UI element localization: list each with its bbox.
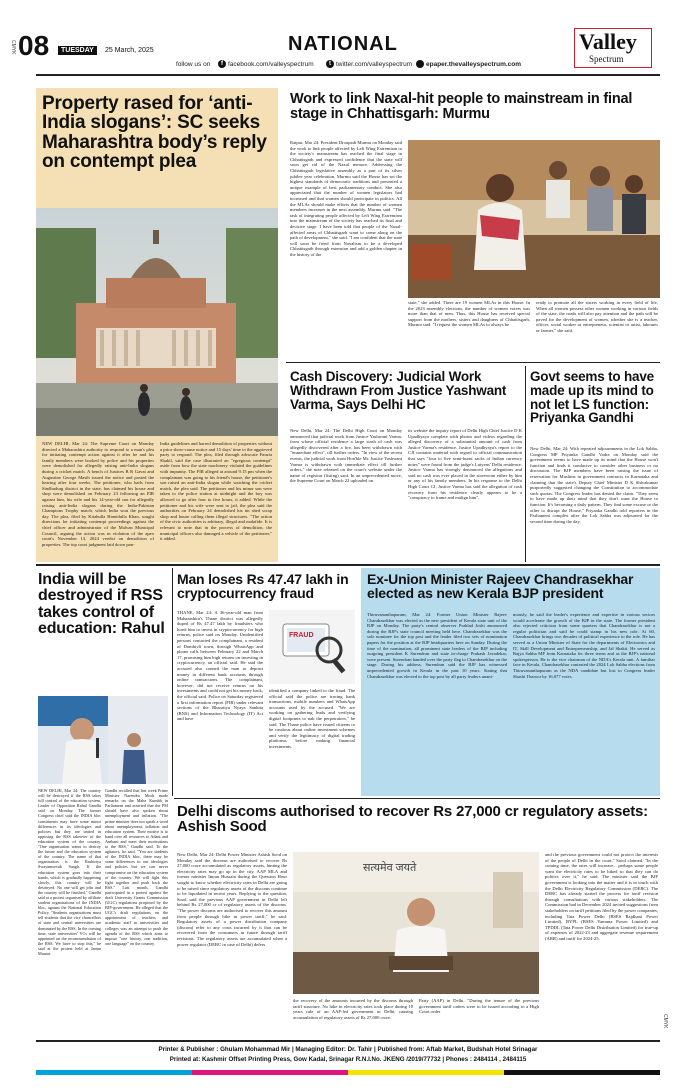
kerala-headline: Ex-Union Minister Rajeev Chandrasekhar elected as new Kerala BJP president [367,571,634,602]
sc-body-col2: India guidelines and barred demolition of properties without a prior show-cause notice and 15 days' time to the aggrieved party to respond. The plea, filed through advocate Fauzia Shakil, said the case illustrated an "egregious contempt" aside from how the state machinery violated the guidelines with impunity. The FIR alleged at around 9.15 pm when the complainant was going to his friend's house, the petitioner's son raised an anti-India slogan while watching the cricket match, the plea said. The petitioner and his minor son were taken to the police station at midnight and the boy was allowed to go after four to five hours, it added. While the petitioner and his wife were sent to jail, the plea said the authorities on February 24 demolished his tin shed scrap shop and house calling them illegal structures. "The action of the civic authorities is arbitrary, illegal and malafide. It is relevant to note that in the process of demolition, the municipal officers also damaged a vehicle of the petitioner," it added. [160,441,272,542]
sc-article [36,88,278,562]
rahul-illustration [38,696,168,784]
swatch-cyan [36,1070,192,1075]
cash-body-col2: its website the inquiry report of Delhi High Chief Justice D K Upadhyaya complete with photos and videos regarding the alleged discovery of a substantial amount of cash from Justice Varma's residence. Justice Upadhyaya's report to the CJI contains material with regard to official communication that says "four to five semi-burnt sacks of Indian currency notes" were found from the judge's Lutyens' Delhi residence. Justice Varma has strongly denounced the allegations and said no cash was ever placed in the storeroom either by him or any of his family members. In his response to the Delhi High Court CJ, Justice Varma has said the allegation of cash recovery from his residence clearly appears to be a "conspiracy to frame and malign him". [408,428,522,501]
footer-side-label: CMYK [662,1014,668,1029]
lower-rule [174,798,660,799]
delhi-body-col2: the recovery of the amounts incurred by the discoms through tariff structure. No hike in electricity rates took place during 10 years rule of an AAP-led government in Delhi, causing accumulation of regulatory assets of Rs 27,000 crore. [293,998,413,1020]
delhi-body-col3: Party (AAP) in Delhi. "During the tenure of the previous government tariff orders were to be issued according to a High Court order [419,998,539,1015]
follow-label: follow us on [176,61,211,68]
govt-body: New Delhi, Mar 24: With repeated adjournments in the Lok Sabha, Congress MP Priyanka Gandhi Vadra on Monday said the government seems to have made up its mind that the House won't function and finds it conducive to consider other business or no discussion. The BJP members have been raising the issue of reservation for Muslims in government contracts in Karnataka and claiming that the state's Deputy Chief Minister D K Shivakumar purportedly suggested changing the Constitution to accommodate such quotas. The Congress leader has denied the claim. "They seem to have made up their mind that they don't want the House to function. It's becoming a daily pattern. They find some excuse or the other to disrupt the House," Priyanka Gandhi told reporters in the Parliament complex after the Lok Sabha was adjourned for the second time during the day. [530,446,658,524]
facebook-icon: f [218,60,226,68]
delhi-body-col4: and the previous government could not protect the interests of the people of Delhi in the court," Sood claimed. "In the coming time, the rates will increase... perhaps some people want the electricity rates to be hiked so that they can do politics over it," he said. The minister said the BJP government is looking into the matter and it is in touch with the Delhi Electricity Regulatory Commission (DERC). The DERC has already started the process for tariff revision through consultations with various stakeholders. The Commission had in December 2024 invited suggestions from stakeholders on tariff petitions filed by the power companies, including Tata Power Delhi (BSES Rajdhani Power Limited), BYPL (BSES Yamuna Power Limited) and TPDDL (Tata Power Delhi Distribution Limited) for true-up of expenses of 2022-23 and aggregate revenue requirement (ARR) and tariff for 2024-25. [545,852,658,941]
rss-headline: India will be destroyed if RSS takes control of education: Rahul [38,571,165,637]
delhi-headline: Delhi discoms authorised to recover Rs 27,000 cr regulatory assets: Ashish Sood [177,803,648,836]
swatch-magenta [192,1070,348,1075]
twitter-link[interactable]: twitter.com/valleyspectrum [336,61,413,68]
side-label: CMYK [10,40,16,55]
day-label: TUESDAY [58,46,97,55]
facebook-link[interactable]: facebook.com/valleyspectrum [228,61,314,68]
govt-headline: Govt seems to have made up its mind to not let LS function: Priyanka Gandhi [530,369,654,426]
epaper-icon [416,60,424,68]
twitter-icon: t [326,60,334,68]
fraud-illustration [269,610,355,684]
section-title: NATIONAL [288,33,398,55]
cash-body-col1: New Delhi, Mar 24: The Delhi High Court on Monday announced that judicial work from Justice Yashwant Varma, from whose official residence a large stash of cash was allegedly discovered after a fire, has been withdrawn with "immediate effect", till further orders. "In view of the recent events, the judicial work from Hon'ble Mr. Justice Yashwant Varma is withdrawn with immediate effect till further orders," the note released on the court's website under the name of registrar (listing) said. In an unprecedented move, the Supreme Court on March 22 uploaded on [290,428,402,484]
rss-divider [172,568,173,796]
emblem-banner-text: सत्यमेव जयते [363,862,417,874]
cash-top-rule [286,362,660,363]
supreme-court-illustration [36,208,278,436]
naxal-body-col3: ready to promote all the sisters working in every field of life. When all women possess other women working in various fields of the state, the roads will also pay attention and the path will be paved for the development of women, whether she is a teacher, officer, social worker or entrepreneur, scientist or artist, labourer or farmer," she said. [536,300,658,333]
header-rule [36,74,660,76]
delhi-body-col1: New Delhi, Mar 24: Delhi Power Minister Ashish Sood on Monday said the discoms are authorised to recover Rs 27,000 crore accumulated as regulatory assets, hinting the electricity rates may go up in the city. AAP MLA and former minister Imran Hussain during the Question Hour sought to know whether electricity rates in Delhi are going to be raised since regulatory assets of the discoms continue to be liquidated in recent years. Replying to the question, Sood said the previous AAP government in Delhi left behind Rs 27,000 cr of regulatory assets of the discoms. "The power discoms are authorised to recover this amount from people through hike in power tariff," he said. Regulatory assets of a power distribution company (discom) refer to any costs incurred by it that can be recovered from the consumers in future through tariff revisions. The regulatory assets are accumulated when a power regulator (DERC in case of Delhi) defers [177,852,287,947]
footer-line1: Printer & Publisher : Ghulam Mohammad Mir | Managing Editor: Dr. Tahir | Published from: Aftab Market, Budshah Hotel Srinagar [158,1046,538,1053]
murmu-photo [408,140,660,298]
rss-article [36,568,170,1038]
naxal-body-col1: Raipur, Mar 24: President Droupadi Murmu on Monday said the work to link people affected by Left Wing Extremism to the society's mainstream has reached the final stage in Chhattisgarh and expressed confidence that the state will soon get rid of the Naxal menace. Addressing the Chhattisgarh legislative assembly as a part of its silver jubilee year celebration, Murmu said the House has set the highest standards of democratic traditions and presented a unique example of best parliamentary conduct. She also appreciated that the number of women legislators had increased and that women should participate in politics. All the MLAs should make efforts that the number of women members increases in the next assembly, Murmu said. "The task of integrating people affected by Left Wing Extremism into the mainstream of the society has reached its final and decisive stage. I have been told that people of the Naxal-affected areas of Chhattisgarh want to come along on the path of development," she said. "I am confident that the state will soon be freed from Naxalism to be a developed Chhattisgarh through extension and add a golden chapter in the history of the [290,140,402,257]
rahul-photo [38,696,168,784]
naxal-body-col2: state," she added. There are 19 women MLAs in this House. In the 2023 assembly elections, the number of women voters was more than that of men. Thus, this House has received special support from the mothers, sisters and daughters of Chhattisgarh, Murmu said. "I request the women MLAs to always be [408,300,530,328]
kerala-article [361,568,660,796]
govt-divider [525,366,526,562]
fraud-label: FRAUD [289,632,314,639]
swatch-yellow [348,1070,504,1075]
naxal-article [286,88,660,360]
crypto-article [175,568,357,796]
fraud-graphic [269,610,355,684]
rss-body-col1: NEW DELHI, Mar 24: The country will be destroyed if the RSS takes full control of the education system, Leader of Opposition Rahul Gandhi said on Monday. The former Congress chief said the INDIA bloc constituents may have some minor differences in its ideologies and policies but they are united in opposing the RSS takeover of the education system of the country. "One organisation wants to destroy the future and the education system of the country. The name of that organisation is the Rashtriya Swayamsevak Sangh. If the education system goes into their hands, which is gradually happening slowly, this country will be destroyed. No one will get jobs and the country will be finished," Gandhi said at a protest organised by affiliate student organisations of the INDIA bloc, against the National Education Policy. "Students organisations must tell students that the vice chancellors of state and central universities are dominated by the RSS. In the coming time, state universities' VCs will be appointed on the recommendation of the RSS. We have to stop this," he said at the protest held at Jantar Mantar. [38,788,101,956]
color-registration-bar [36,1070,660,1075]
kerala-body-col1: Thiruvananthapuram, Mar 24: Former Union Minister Rajeev Chandrasekhar was elected as the new president of Kerala state unit of the BJP on Monday. The party's central observer Prahlad Joshi announced during the BJP's state council meeting held here. Chandrasekhar was the sole nominee for the top post and the leader filed two sets of nomination papers for the position at the BJP headquarters here on Sunday. During the time of the nomination, all prominent state leaders of the BJP including outgoing president K Surendran and state in-charge Prakash Javadekar, were present. Surendran handed over the party flag to Chandrasekhar on the stage. During his address, Surendran said the BJP has witnessed unprecedented growth in Kerala in the past 10 years. Stating that Chandrasekhar was elected to the top post by all party leaders unani- [367,612,507,679]
crypto-headline: Man loses Rs 47.47 lakh in cryptocurrency fraud [177,571,349,602]
govt-article [528,366,660,562]
brand-logo [574,28,652,68]
crypto-body-col2: identified a company linked to the fraud. The official said the police are tracing bank transactions, mobile numbers and WhatsApp accounts used by the accused. "We are working on gathering leads and verifying digital footprints to nab the perpetrators," he said. The Thane police have issued citizens to be cautious about online investment schemes and verify the legitimacy of digital trading platforms before making financial investments. [269,688,355,749]
naxal-headline: Work to link Naxal-hit people to mainstream in final stage in Chhattisgarh: Murmu [290,91,633,122]
date-label: 25 March, 2025 [105,47,154,54]
cash-article [286,366,524,562]
sc-body-col1: NEW DELHI, Mar 24: The Supreme Court on Monday directed a Maharashtra authority to respond to a man's plea for initiating contempt action against it after he and his family members were booked by police and his properties were demolished for allegedly raising anti-India slogans during a cricket match. A bench of Justices B R Gavai and Augustine George Masih issued the notice and posted the hearing after four weeks. The petitioner, who hails from Sindhudurg district in the state, has claimed his house and shop were demolished on February 23 following an FIR against him, his wife and his 14-year-old son for allegedly raising anti-India slogans during the India-Pakistan Champions Trophy match, which India won the previous day. The plea, filed by Kitabulla Hamidulla Khan, sought directions for initiating contempt proceedings against the chief officer and administrator of the Malvan Municipal Council, arguing the action was in violation of the apex court's November 13, 2024 verdict on demolition of properties. The top court judgment laid down pan- [42,441,154,547]
murmu-illustration [408,140,660,298]
brand-bottom: Spectrum [589,54,624,64]
page-header [0,0,680,78]
sc-headline: Property rased for ‘anti-India slogans’: SC seeks Maharashtra body’s reply on contempt plea [42,93,267,173]
rss-body-col2: Gandhi recalled that last week Prime Minister Narendra Modi made remarks on the Maha Kumbh in Parliament and asserted that the PM should have also spoken about unemployment and inflation. "The prime minister does not speak a word about unemployment, inflation and education system. Their motive is to hand over all resources to Adani and Ambani and meet their motivations to the RSS," Gandhi said. To the agitators, he said, "You are students of the INDIA bloc, there may be some differences in our ideologies and policies but we can never compromise on the education system of the country. We will fight this fight together and push back the RSS." Last month, Gandhi participated in a protest against the draft University Grants Commission (UGC) regulations proposed by the BJP-government. He alleged that the UGC's draft regulations on the appointment of teachers and academic staff in universities and colleges was an attempt to push the agenda of the RSS which aims to impose "one history, one tradition, one language" on the country. [105,788,168,946]
mid-rule [36,564,660,566]
cash-headline: Cash Discovery: Judicial Work Withdrawn From Justice Yashwant Varma, Says Delhi HC [290,369,507,412]
swatch-black [504,1070,660,1075]
delhi-article [175,800,660,1038]
page-number: 08 [18,30,50,61]
crypto-body-col1: THANE, Mar 24: A 36-year-old man from Maharashtra's Thane district was allegedly duped of Rs 47.47 lakh by fraudsters who lured him to invest in cryptocurrency for high returns, police said on Monday. Unidentified persons contacted the complainant, a resident of Dombivli town, through WhatsApp and phone calls between February 22 and March 17, promising him high returns on investing in cryptocurrency, an official said. He said the accused also conned the man to deposit money in different bank accounts through online transactions. The complainant, however, did not receive returns on his investments and could not get his money back, the official said. Police on Saturday registered a first information report (FIR) under relevant sections of the Bharatiya Nyaya Sanhita (BNS) and Information Technology (IT) Act and have [177,610,263,722]
supreme-court-photo [36,208,278,436]
sood-photo [293,852,539,994]
footer-line2: Printed at: Kashmir Offset Printing Press, Gow Kadal, Srinagar R.N.I.No. JKENG /2019/77732 | Phones : 2484114 , 2484115 [169,1056,527,1063]
footer-top-rule [36,1040,660,1042]
epaper-link[interactable]: epaper.thevalleyspectrum.com [426,61,522,68]
brand-top: Valley [579,29,637,54]
kerala-body-col2: mously, he said the leader's experience and expertise in various sectors would accelerate the growth of the BJP in the state. The former president also rejected criticism from some quarters that Chandrasekhar is not a regular politician and said he could stamp in his new role. At 60, Chandrasekhar brings two decades of political experience to the role. He has served as a Union Minister of State for the departments of Electronics and IT, Skill Development and Entrepreneurship, and Jal Shakti. He served as Rajya Sabha MP from Karnataka for three terms and as the BJP's national spokesperson. He is the vice chairman of the NDA's Kerala unit. A familiar face in Kerala, Chandrasekhar contested the 2024 Lok Sabha elections from Thiruvananthapuram as the NDA candidate but lost to Congress leader Shashi Tharoor by 16,077 votes. [513,612,655,679]
